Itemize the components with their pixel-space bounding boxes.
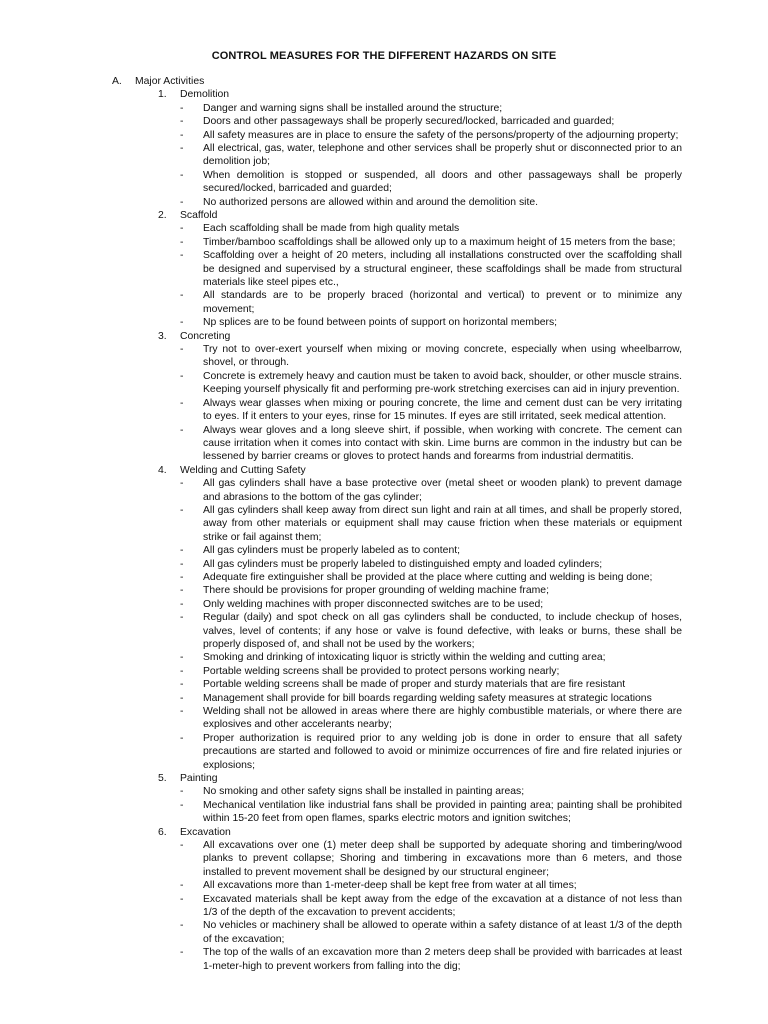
list-item-text: All gas cylinders shall have a base protective over (metal sheet or wooden plank) to prevent damage and abrasions to the bottom of the gas cylinder; — [203, 478, 682, 503]
dash-marker: - — [180, 786, 184, 798]
activity-heading — [112, 330, 682, 343]
list-item-text: Excavated materials shall be kept away from the edge of the excavation at a distance of not less than 1/3 of the depth of the excavation to prevent accidents; — [203, 893, 682, 919]
dash-marker: - — [180, 706, 184, 718]
list-item — [112, 397, 682, 424]
list-item-text: No smoking and other safety signs shall be installed in painting areas; — [203, 786, 525, 798]
dash-marker: - — [180, 571, 184, 583]
activity-block — [112, 464, 682, 772]
dash-marker: - — [180, 504, 184, 516]
activity-heading — [112, 88, 682, 101]
activity-block — [112, 209, 682, 330]
list-item — [112, 799, 682, 826]
dash-marker: - — [180, 893, 184, 905]
activity-number: 6. — [158, 826, 167, 838]
list-item — [112, 879, 682, 892]
list-item — [112, 169, 682, 196]
list-item — [112, 316, 682, 329]
list-item-text: All standards are to be properly braced (horizontal and vertical) to prevent or to minimize any movement; — [203, 290, 682, 315]
dash-marker: - — [180, 143, 184, 154]
activity-block — [112, 330, 682, 464]
dash-marker: - — [180, 236, 184, 248]
list-item-text: Danger and warning signs shall be installed around the structure; — [203, 102, 503, 114]
list-item — [112, 370, 682, 397]
activity-block — [112, 88, 682, 209]
list-item-text: Smoking and drinking of intoxicating liquor is strictly within the welding and cutting area; — [203, 652, 606, 664]
list-item-text: All excavations over one (1) meter deep shall be supported by adequate shoring and timbering/wood planks to prevent collapse; Shoring and timbering in excavations more than 6 meters, and those installed to prevent movement shall be designed by our structural engineer; — [203, 840, 682, 878]
list-item — [112, 651, 682, 664]
activity-block — [112, 826, 682, 973]
activity-number: 3. — [158, 330, 167, 342]
list-item — [112, 477, 682, 504]
dash-marker: - — [180, 102, 184, 114]
list-item-text: Concrete is extremely heavy and caution must be taken to avoid back, shoulder, or other muscle strains. Keeping yourself physically fit and performing pre-work stretching exercises can aid in injury prevention. — [203, 370, 682, 396]
list-item-text: Portable welding screens shall be made of proper and sturdy materials that are fire resistant — [203, 679, 626, 691]
activity-heading — [112, 826, 682, 839]
activity-block — [112, 772, 682, 826]
dash-marker: - — [180, 478, 184, 490]
list-item-text: Adequate fire extinguisher shall be provided at the place where cutting and welding is being done; — [203, 571, 653, 583]
dash-marker: - — [180, 880, 184, 892]
section-heading — [112, 75, 682, 88]
list-item — [112, 129, 682, 142]
activity-label: Scaffold — [180, 210, 218, 222]
list-item — [112, 919, 682, 946]
list-item-text: No authorized persons are allowed within and around the demolition site. — [203, 196, 539, 208]
dash-marker: - — [180, 223, 184, 235]
dash-marker: - — [180, 196, 184, 208]
list-item-text: All safety measures are in place to ensure the safety of the persons/property of the adjourning property; — [203, 129, 679, 141]
activity-label: Demolition — [180, 89, 230, 101]
dash-marker: - — [180, 679, 184, 691]
list-item-text: Only welding machines with proper disconnected switches are to be used; — [203, 598, 544, 610]
list-item — [112, 249, 682, 289]
list-item-text: Regular (daily) and spot check on all gas cylinders shall be conducted, to include checkup of hoses, valves, level of contents; if any hose or valve is found defective, with leaks or burns, these shall be properly disposed of, and shall not be used by the workers; — [203, 612, 682, 650]
list-item-text: Management shall provide for bill boards regarding welding safety measures at strategic locations — [203, 692, 652, 704]
list-item — [112, 785, 682, 798]
dash-marker: - — [180, 652, 184, 664]
dash-marker: - — [180, 116, 184, 128]
activity-number: 2. — [158, 210, 167, 222]
page-title: CONTROL MEASURES FOR THE DIFFERENT HAZARDS ON SITE — [211, 50, 557, 62]
list-item-text: Try not to over-exert yourself when mixing or moving concrete, especially when using wheelbarrow, shovel, or through. — [203, 344, 682, 369]
list-item — [112, 732, 682, 772]
dash-marker: - — [180, 598, 184, 610]
list-item-text: Each scaffolding shall be made from high quality metals — [203, 223, 460, 235]
list-item — [112, 571, 682, 584]
list-item-text: All gas cylinders must be properly labeled as to content; — [203, 545, 461, 557]
activity-label: Excavation — [180, 826, 231, 838]
dash-marker: - — [180, 612, 184, 624]
list-item — [112, 946, 682, 973]
activities-list — [112, 88, 682, 973]
dash-marker: - — [180, 317, 184, 329]
activity-label: Welding and Cutting Safety — [180, 464, 306, 476]
dash-marker: - — [180, 250, 184, 262]
dash-marker: - — [180, 558, 184, 570]
activity-label: Painting — [180, 773, 218, 785]
document-body — [112, 75, 682, 973]
list-item — [112, 504, 682, 544]
dash-marker: - — [180, 169, 184, 181]
list-item — [112, 692, 682, 705]
list-item-text: When demolition is stopped or suspended, all doors and other passageways shall be properly secured/locked, barricaded and guarded; — [203, 169, 682, 195]
list-item — [112, 142, 682, 169]
dash-marker: - — [180, 370, 184, 382]
dash-marker: - — [180, 397, 184, 409]
dash-marker: - — [180, 692, 184, 704]
dash-marker: - — [180, 344, 184, 356]
activity-label: Concreting — [180, 330, 231, 342]
dash-marker: - — [180, 799, 184, 811]
dash-marker: - — [180, 947, 184, 959]
section-letter: A. — [112, 76, 122, 87]
list-item-text: Always wear glasses when mixing or pouring concrete, the lime and cement dust can be very irritating to eyes. If it enters to your eyes, rinse for 15 minutes. If eyes are still irritated, seek medical attention. — [203, 397, 682, 423]
dash-marker: - — [180, 665, 184, 677]
list-item — [112, 598, 682, 611]
list-item — [112, 544, 682, 557]
list-item — [112, 665, 682, 678]
list-item-text: All gas cylinders shall keep away from direct sun light and rain at all times, and shall be properly stored, away from other materials or equipment shall may cause friction when these materials or equipment strike or fail against them; — [203, 504, 682, 543]
dash-marker: - — [180, 732, 184, 744]
list-item — [112, 839, 682, 879]
activity-number: 1. — [158, 89, 167, 101]
list-item-text: Doors and other passageways shall be properly secured/locked, barricaded and guarded; — [203, 116, 615, 128]
list-item — [112, 343, 682, 370]
dash-marker: - — [180, 840, 184, 852]
dash-marker: - — [180, 129, 184, 141]
dash-marker: - — [180, 545, 184, 557]
list-item-text: Scaffolding over a height of 20 meters, including all installations constructed over the scaffolding shall be designed and supervised by a structural engineer, these scaffoldings shall be made from structural materials like steel pipes etc., — [203, 250, 682, 289]
list-item-text: Mechanical ventilation like industrial fans shall be provided in painting area; painting shall be prohibited within 15-20 feet from open flames, sparks electric motors and ignition switches; — [203, 799, 682, 825]
list-item-text: All gas cylinders must be properly labeled to distinguished empty and loaded cylinders; — [203, 558, 603, 570]
list-item-text: Proper authorization is required prior to any welding job is done in order to ensure that all safety precautions are started and followed to avoid or minimize occurrences of fire and fire related injuries or explosions; — [203, 732, 682, 771]
list-item-text: Timber/bamboo scaffoldings shall be allowed only up to a maximum height of 15 meters from the base; — [203, 236, 676, 248]
activity-number: 4. — [158, 464, 167, 476]
list-item-text: All excavations more than 1-meter-deep shall be kept free from water at all times; — [203, 880, 577, 892]
list-item — [112, 705, 682, 732]
list-item — [112, 424, 682, 464]
activity-heading — [112, 464, 682, 477]
list-item — [112, 196, 682, 209]
activity-heading — [112, 209, 682, 222]
list-item — [112, 584, 682, 597]
list-item-text: There should be provisions for proper grounding of welding machine frame; — [203, 585, 549, 597]
dash-marker: - — [180, 585, 184, 597]
dash-marker: - — [180, 424, 184, 436]
dash-marker: - — [180, 290, 184, 302]
list-item-text: Portable welding screens shall be provided to protect persons working nearly; — [203, 665, 560, 677]
list-item — [112, 678, 682, 691]
list-item — [112, 611, 682, 651]
activity-number: 5. — [158, 773, 167, 785]
list-item — [112, 558, 682, 571]
list-item — [112, 102, 682, 115]
list-item — [112, 115, 682, 128]
list-item-text: No vehicles or machinery shall be allowed to operate within a safety distance of at least 1/3 of the depth of the excavation; — [203, 920, 682, 945]
list-item — [112, 289, 682, 316]
section-label: Major Activities — [135, 76, 205, 87]
list-item — [112, 893, 682, 920]
activity-heading — [112, 772, 682, 785]
list-item-text: Welding shall not be allowed in areas where there are highly combustible materials, or where there are explosives and other accelerants nearby; — [203, 706, 682, 731]
list-item — [112, 236, 682, 249]
list-item-text: Always wear gloves and a long sleeve shirt, if possible, when working with concrete. The cement can cause irritation when it comes into contact with skin. Lime burns are common in the industry but can be lessened by barrier creams or gloves to protect hands and forearms from industrial dermatitis. — [203, 424, 682, 463]
dash-marker: - — [180, 920, 184, 932]
list-item — [112, 222, 682, 235]
list-item-text: Np splices are to be found between points of support on horizontal members; — [203, 317, 558, 329]
list-item-text: The top of the walls of an excavation more than 2 meters deep shall be provided with barricades at least 1-meter-high to prevent workers from falling into the dig; — [203, 947, 682, 972]
list-item-text: All electrical, gas, water, telephone and other services shall be properly shut or disconnected prior to an demolition job; — [203, 143, 682, 168]
